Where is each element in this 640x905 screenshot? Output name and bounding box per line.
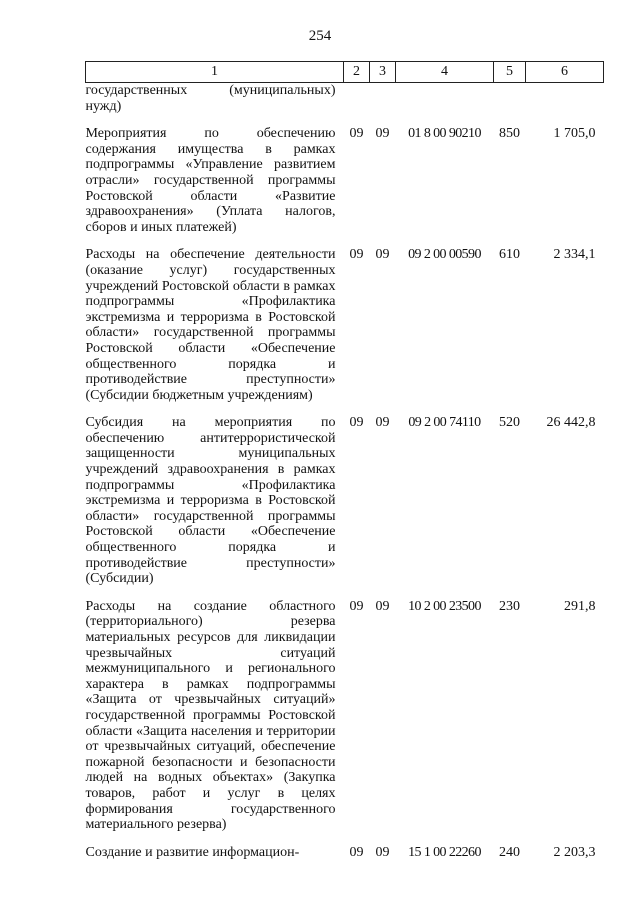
row-target-code: 10 2 00 23500	[408, 598, 481, 614]
page-number: 254	[308, 28, 332, 44]
row-amount: 1 705,0	[553, 126, 596, 142]
header-col-2: 2	[344, 62, 370, 83]
row-amount	[526, 83, 604, 115]
header-col-6: 6	[526, 62, 604, 83]
row-target-code: 15 1 00 22260	[408, 844, 481, 860]
row-section	[344, 83, 370, 115]
row-amount: 2 203,3	[553, 844, 596, 860]
row-expense-type	[494, 83, 526, 115]
row-description: Создание и развитие информацион-	[85, 844, 300, 860]
row-amount: 291,8	[564, 598, 596, 614]
row-section: 09	[349, 598, 364, 614]
row-description: Расходы на создание областного (территориального) резерва материальных ресурсов для ликвидации чрезвычайных ситуаций межмуниципального и регионального характера в рамках подпрограммы «Защита от чрезвычайных ситуаций» государственной программы Ростовской области «Защита населения и территории от чрезвычайных ситуаций, обеспечение пожарной безопасности и безопасности людей на водных объектах» (Закупка товаров, работ и услуг в целях формирования государственного материального резерва)	[85, 598, 336, 833]
budget-table	[85, 61, 604, 860]
table-row	[86, 235, 604, 403]
header-col-5: 5	[494, 62, 526, 83]
row-description: Мероприятия по обеспечению содержания имущества в рамках подпрограммы «Управление развитием отрасли» государственной программы Ростовской области «Развитие здравоохранения» (Уплата налогов, сборов и иных платежей)	[85, 126, 336, 235]
row-section: 09	[349, 415, 364, 431]
row-amount: 26 442,8	[546, 415, 596, 431]
row-subsection: 09	[375, 247, 390, 263]
row-expense-type: 850	[499, 126, 520, 142]
row-subsection: 09	[375, 844, 390, 860]
table-header-row	[86, 62, 604, 83]
row-subsection	[370, 83, 396, 115]
table-row	[86, 83, 604, 115]
row-subsection: 09	[375, 415, 390, 431]
row-amount: 2 334,1	[553, 247, 596, 263]
table-row	[86, 114, 604, 235]
table-row	[86, 403, 604, 587]
row-expense-type: 610	[499, 247, 520, 263]
row-description: Расходы на обеспечение деятельности (оказание услуг) государственных учреждений Ростовской области в рамках подпрограммы «Профилактика экстремизма и терроризма в Ростовской области» государственной программы Ростовской области «Обеспечение общественного порядка и противодействие преступности» (Субсидии бюджетным учреждениям)	[85, 247, 336, 403]
row-target-code: 09 2 00 74110	[408, 415, 481, 431]
row-subsection: 09	[375, 598, 390, 614]
row-section: 09	[349, 126, 364, 142]
row-section: 09	[349, 247, 364, 263]
table-row	[86, 833, 604, 861]
row-expense-type: 230	[499, 598, 520, 614]
row-target-code	[396, 83, 494, 115]
row-description: государственных (муниципальных) нужд)	[85, 83, 336, 114]
row-section: 09	[349, 844, 364, 860]
row-description: Субсидия на мероприятия по обеспечению антитеррористической защищенности муниципальных учреждений здравоохранения в рамках подпрограммы «Профилактика экстремизма и терроризма в Ростовской области» государственной программы Ростовской области «Обеспечение общественного порядка и противодействие преступности» (Субсидии)	[85, 415, 336, 587]
header-col-4: 4	[396, 62, 494, 83]
row-expense-type: 240	[499, 844, 520, 860]
row-subsection: 09	[375, 126, 390, 142]
table-row	[86, 587, 604, 833]
header-col-1: 1	[86, 62, 344, 83]
row-expense-type: 520	[499, 415, 520, 431]
row-target-code: 09 2 00 00590	[408, 247, 481, 263]
row-target-code: 01 8 00 90210	[408, 126, 481, 142]
header-col-3: 3	[370, 62, 396, 83]
